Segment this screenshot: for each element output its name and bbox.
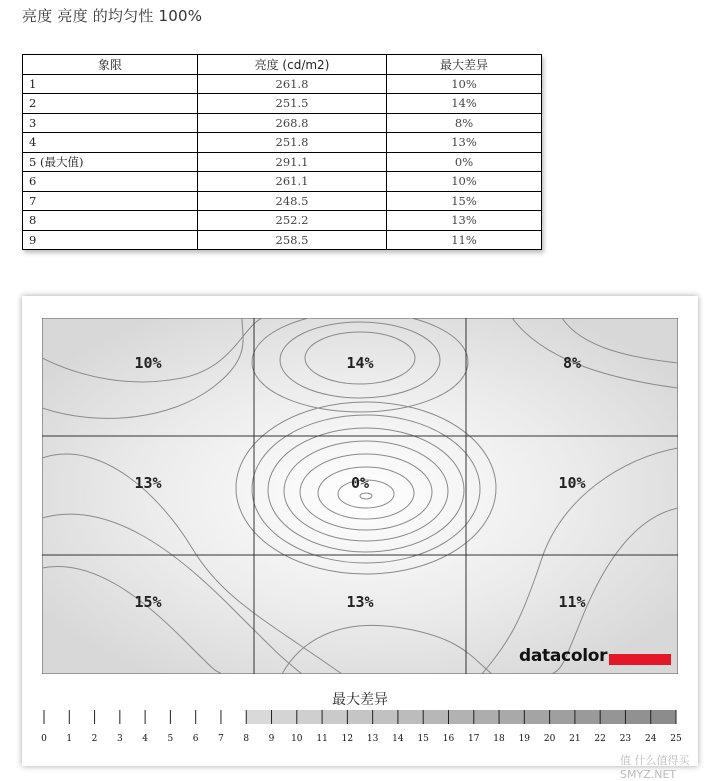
luminance-cell: 261.8	[198, 74, 387, 94]
scale-swatch	[524, 710, 549, 724]
datacolor-logo: datacolor	[519, 646, 608, 666]
max-diff-cell: 0%	[387, 152, 542, 172]
scale-swatch	[625, 710, 650, 724]
quadrant-cell: 6	[23, 172, 198, 192]
scale-swatch	[221, 710, 246, 724]
datacolor-logo-bar	[609, 654, 671, 665]
max-diff-cell: 13%	[387, 211, 542, 231]
scale-swatch	[423, 710, 448, 724]
scale-swatch	[550, 710, 575, 724]
quadrant-cell: 7	[23, 191, 198, 211]
scale-tick-label: 7	[218, 734, 224, 744]
quadrant-cell: 5 (最大值)	[23, 152, 198, 172]
scale-swatch	[448, 710, 473, 724]
quadrant-cell: 9	[23, 230, 198, 250]
quadrant-label: 13%	[134, 474, 162, 492]
scale-tick-label: 23	[619, 734, 632, 744]
luminance-cell: 248.5	[198, 191, 387, 211]
col-header-max-diff: 最大差异	[387, 55, 542, 75]
quadrant-cell: 3	[23, 113, 198, 133]
quadrant-label: 10%	[134, 354, 162, 372]
scale-swatch	[145, 710, 170, 724]
table-row	[23, 113, 542, 133]
scale-tick-label: 4	[142, 734, 148, 744]
scale-tick-label: 2	[91, 734, 98, 744]
quadrant-label: 13%	[346, 593, 374, 611]
scale-tick-label: 3	[116, 734, 123, 744]
luminance-cell: 268.8	[198, 113, 387, 133]
quadrant-cell: 1	[23, 74, 198, 94]
quadrant-label: 14%	[346, 354, 374, 372]
luminance-cell: 291.1	[198, 152, 387, 172]
scale-swatch	[297, 710, 322, 724]
scale-tick-label: 1	[66, 734, 73, 744]
uniformity-contour-map	[42, 318, 678, 674]
scale-swatch	[69, 710, 94, 724]
difference-scale	[40, 708, 680, 758]
uniformity-figure-card	[22, 296, 698, 766]
table-row	[23, 74, 542, 94]
scale-tick-label: 8	[243, 734, 250, 744]
max-diff-cell: 8%	[387, 113, 542, 133]
scale-tick-label: 11	[316, 734, 328, 744]
luminance-cell: 258.5	[198, 230, 387, 250]
scale-title: 最大差异	[332, 692, 388, 708]
scale-swatch	[600, 710, 625, 724]
quadrant-label: 10%	[558, 474, 586, 492]
quadrant-label: 15%	[134, 593, 162, 611]
site-watermark: 值 什么值得买 SMYZ.NET	[620, 754, 690, 781]
quadrant-label: 0%	[350, 474, 370, 492]
scale-swatch	[651, 710, 676, 724]
scale-tick-label: 25	[670, 734, 682, 744]
max-diff-cell: 14%	[387, 94, 542, 114]
uniformity-table	[22, 54, 542, 250]
scale-swatch	[272, 710, 297, 724]
scale-tick-label: 6	[192, 734, 199, 744]
scale-bar	[40, 708, 680, 734]
table-row	[23, 230, 542, 250]
table-row	[23, 172, 542, 192]
scale-swatch	[170, 710, 195, 724]
max-diff-cell: 10%	[387, 74, 542, 94]
table-row	[23, 152, 542, 172]
quadrant-cell: 8	[23, 211, 198, 231]
scale-swatch	[120, 710, 145, 724]
col-header-luminance: 亮度 (cd/m2)	[198, 55, 387, 75]
luminance-cell: 261.1	[198, 172, 387, 192]
max-diff-cell: 10%	[387, 172, 542, 192]
scale-swatch	[347, 710, 372, 724]
scale-tick-label: 9	[268, 734, 275, 744]
table-row	[23, 94, 542, 114]
scale-swatch	[398, 710, 423, 724]
max-diff-cell: 11%	[387, 230, 542, 250]
scale-tick-label: 10	[291, 734, 303, 744]
scale-swatch	[95, 710, 120, 724]
scale-tick-label: 16	[442, 734, 455, 744]
scale-swatch	[322, 710, 347, 724]
scale-swatch	[575, 710, 600, 724]
scale-tick-label: 18	[493, 734, 505, 744]
scale-tick-label: 14	[392, 734, 404, 744]
scale-tick-label: 20	[543, 734, 556, 744]
col-header-quadrant: 象限	[23, 55, 198, 75]
scale-tick-label: 19	[518, 734, 531, 744]
scale-swatch	[196, 710, 221, 724]
scale-tick-label: 5	[167, 734, 174, 744]
max-diff-cell: 13%	[387, 133, 542, 153]
scale-tick-label: 12	[341, 734, 354, 744]
scale-swatch	[373, 710, 398, 724]
scale-tick-label: 22	[594, 734, 606, 744]
luminance-cell: 251.5	[198, 94, 387, 114]
quadrant-label: 8%	[562, 354, 582, 372]
scale-tick-label: 21	[569, 734, 581, 744]
table-row	[23, 211, 542, 231]
max-diff-cell: 15%	[387, 191, 542, 211]
scale-tick-label: 24	[644, 734, 657, 744]
scale-swatch	[474, 710, 499, 724]
scale-tick-label: 13	[366, 734, 379, 744]
scale-tick-label: 17	[468, 734, 480, 744]
scale-swatch	[44, 710, 69, 724]
quadrant-cell: 4	[23, 133, 198, 153]
table-header-row	[23, 55, 542, 75]
luminance-cell: 252.2	[198, 211, 387, 231]
quadrant-cell: 2	[23, 94, 198, 114]
scale-swatch	[499, 710, 524, 724]
luminance-cell: 251.8	[198, 133, 387, 153]
scale-swatch	[246, 710, 271, 724]
page-heading: 亮度 亮度 的均匀性 100%	[22, 7, 203, 25]
scale-tick-label: 0	[41, 734, 47, 744]
quadrant-label: 11%	[558, 593, 586, 611]
uniformity-table-card	[22, 54, 542, 250]
scale-tick-label: 15	[417, 734, 429, 744]
table-row	[23, 133, 542, 153]
table-row	[23, 191, 542, 211]
